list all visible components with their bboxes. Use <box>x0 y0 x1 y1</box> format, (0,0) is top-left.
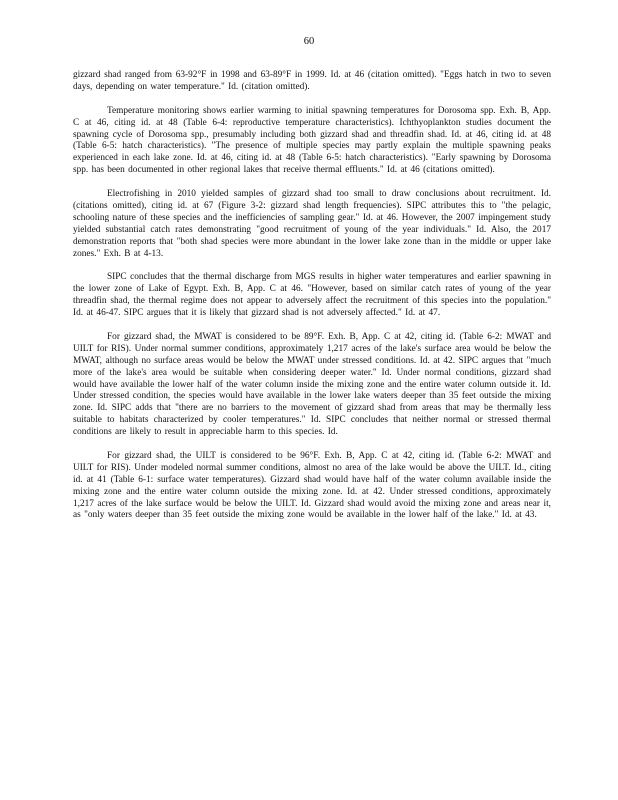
body-text <box>73 70 551 534</box>
paragraph-3: Electrofishing in 2010 yielded samples of gizzard shad too small to draw conclusions about recruitment. Id. (citations omitted), citing id. at 67 (Figure 3-2: gizzard shad length frequencies). SIPC attributes this to "the pelagic, schooling nature of these species and the inefficiencies of sampling gear." Id. at 46. However, the 2007 impingement study yielded substantial catch rates demonstrating "good recruitment of young of the year individuals." Id. Also, the 2017 demonstration reports that "both shad species were more abundant in the lower lake zone than in the middle or upper lake zones." Exh. B at 4-13. <box>73 189 551 259</box>
paragraph-2: Temperature monitoring shows earlier warming to initial spawning temperatures for Dorosoma spp. Exh. B, App. C at 46, citing id. at 48 (Table 6-4: reproductive temperature characteristics). Ichthyoplankton studies document the spawning cycle of Dorosoma spp., presumably including both gizzard shad and threadfin shad. Id. at 46, citing id. at 48 (Table 6-5: hatch characteristics). "The presence of multiple species may partly explain the multiple spawning peaks experienced in each lake zone. Id. at 46, citing id. at 48 (Table 6-5: hatch characteristics). "Early spawning by Dorosoma spp. has been documented in other regional lakes that receive thermal effluents." Id. at 46 (citations omitted). <box>73 105 551 176</box>
paragraph-1: gizzard shad ranged from 63-92°F in 1998 and 63-89°F in 1999. Id. at 46 (citation omitted). "Eggs hatch in two to seven days, depending on water temperature." Id. (citation omitted). <box>73 70 551 92</box>
paragraph-6: For gizzard shad, the UILT is considered to be 96°F. Exh. B, App. C at 42, citing id. (Table 6-2: MWAT and UILT for RIS). Under modeled normal summer conditions, almost no area of the lake would be above the UILT. Id., citing id. at 41 (Table 6-1: surface water temperatures). Gizzard shad would have half of the water column available inside the mixing zone and the entire water column outside the mixing zone. Id. at 42. Under stressed conditions, approximately 1,217 acres of the lake surface would be below the UILT. Id. Gizzard shad would avoid the mixing zone and areas near it, as "only waters deeper than 35 feet outside the mixing zone would be available in the lower half of the lake." Id. at 43. <box>73 450 551 521</box>
page-number: 60 <box>303 36 315 47</box>
paragraph-5: For gizzard shad, the MWAT is considered to be 89°F. Exh. B, App. C at 42, citing id. (Table 6-2: MWAT and UILT for RIS). Under normal summer conditions, approximately 1,217 acres of the lake's surface area would be below the MWAT, although no surface areas would be below the MWAT under stressed conditions. Id. at 42. SIPC argues that "much more of the lake's area would be suitable when considering deeper water." Id. Under normal conditions, gizzard shad would have available the lower half of the water column inside the mixing zone and the entire water column outside it. Id. Under stressed condition, the species would have available in the lower lake waters deeper than 35 feet outside the mixing zone. Id. SIPC adds that "there are no barriers to the movement of gizzard shad from areas that may be thermally less suitable to habitats characterized by cooler temperatures." Id. SIPC concludes that neither normal or stressed thermal conditions are likely to result in appreciable harm to this species. Id. <box>73 331 551 438</box>
paragraph-4: SIPC concludes that the thermal discharge from MGS results in higher water temperatures and earlier spawning in the lower zone of Lake of Egypt. Exh. B, App. C at 46. "However, based on similar catch rates of young of the year threadfin shad, the thermal regime does not appear to adversely affect the recruitment of this species into the population." Id. at 46-47. SIPC argues that it is likely that gizzard shad is not adversely affected." Id. at 47. <box>73 272 551 319</box>
